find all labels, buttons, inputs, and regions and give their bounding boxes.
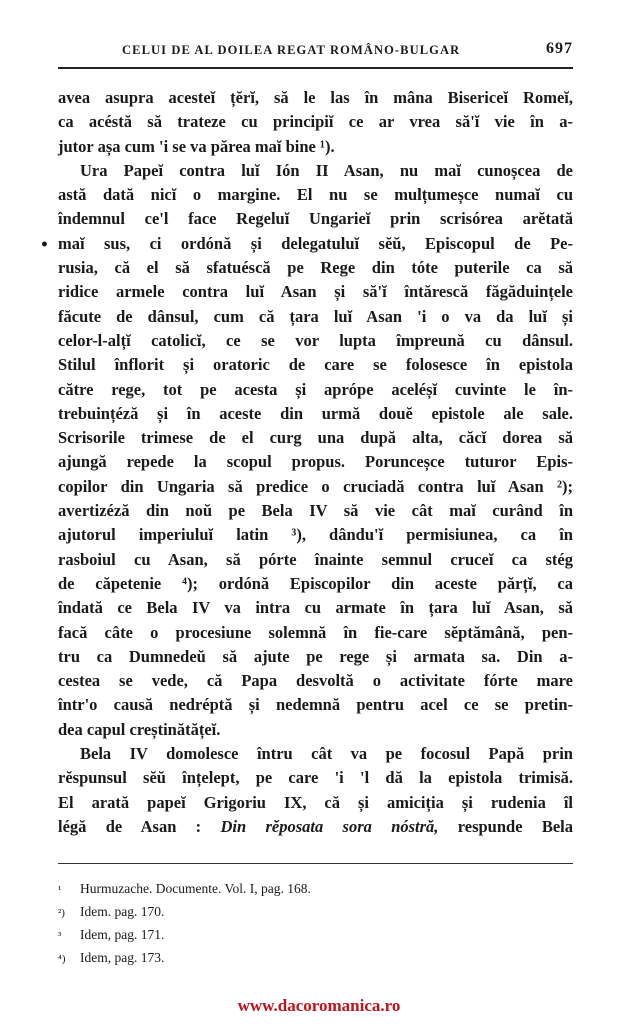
- text-line: către rege, tot pe acesta și aprópe aceléșĭ cuvinte le în-: [58, 379, 573, 399]
- footnote-text: Idem, pag. 171.: [80, 927, 165, 942]
- marginal-mark: •: [40, 237, 49, 253]
- text-line: avertizéză din noŭ pe Bela IV să vie cât maĭ curând în: [58, 501, 573, 521]
- italic-quote: Din rĕposata sora nóstră,: [220, 816, 439, 836]
- text-line: rasboiul cu Asan, să pórte înainte semnul cruceĭ ca stég: [58, 549, 573, 569]
- text-line: rĕspunsul sĕŭ înțelept, pe care 'i 'l dă la epistola trimisă.: [58, 768, 573, 788]
- text-line: dea capul creștinătățeĭ.: [58, 719, 221, 739]
- text-segment: légă de Asan :: [58, 816, 202, 836]
- text-line: astă dată nicĭ o margine. El nu se mulțumeșce numaĭ cu: [58, 185, 573, 205]
- text-line: ridice armele contra luĭ Asan și să'ĭ întărescă făgăduințele: [58, 282, 573, 302]
- body-text: [58, 86, 573, 839]
- page-header: [58, 40, 573, 64]
- text-line: avea asupra acesteĭ țĕrĭ, să le las în mâna Bisericeĭ Romeĭ,: [58, 88, 573, 107]
- text-line: de căpetenie ⁴); ordónă Episcopilor din aceste părțĭ, ca: [58, 573, 573, 593]
- text-line: maĭ sus, ci ordónă și delegatuluĭ sĕŭ, Episcopul de Pe-: [58, 233, 573, 253]
- text-line-mixed: [58, 815, 573, 839]
- footnote-number: ⁴): [58, 953, 66, 965]
- footnote-number: ²): [58, 907, 65, 919]
- footnote-text: Idem. pag. 170.: [80, 904, 165, 919]
- page-number: 697: [546, 40, 573, 57]
- text-line: copilor din Ungaria să predice o cruciadă contra luĭ Asan ²);: [58, 476, 573, 496]
- text-line: tru ca Dumnedeŭ să ajute pe rege și armata sa. Din a-: [58, 646, 573, 666]
- text-line: ajungă repede la scopul propus. Porunceșce tuturor Epis-: [58, 452, 573, 472]
- running-title: CELUI DE AL DOILEA REGAT ROMÂNO-BULGAR: [122, 43, 461, 57]
- footnote: [58, 947, 573, 970]
- footnote-text: Idem, pag. 173.: [80, 950, 165, 965]
- text-line: cestea se vede, că Papa desvoltă o activitate fórte mare: [58, 671, 573, 691]
- footnote: [58, 924, 573, 947]
- footnote: [58, 878, 573, 901]
- text-line: celor-l-alțĭ catolicĭ, ce se vor lupta împreună cu dânsul.: [58, 330, 573, 350]
- text-line: Stilul înflorit și oratoric de care se folosesce în epistola: [58, 355, 573, 375]
- text-line: ajutorul imperiuluĭ latin ³), dându'ĭ permisiunea, ca în: [58, 525, 573, 545]
- text-line: Bela IV domolesce întru cât va pe focosul Papă prin: [80, 744, 573, 764]
- text-line: trebuințéză și în aceste din urmă douĕ epistole ale sale.: [58, 403, 573, 423]
- text-line: îndată ce Bela IV va intra cu armate în țara luĭ Asan, să: [58, 598, 573, 618]
- text-line: Ura Papeĭ contra luĭ Ión II Asan, nu maĭ cunoșcea de: [80, 160, 573, 180]
- text-line: făcute de dânsul, cum că țara luĭ Asan 'i o va da luĭ și: [58, 306, 573, 326]
- text-line: într'o causă nedréptă și nedemnă pentru acel ce se pretin-: [58, 695, 573, 715]
- text-line: rusia, că el să sfatuéscă pe Rege din tóte puterile ca să: [58, 258, 573, 278]
- footnote: [58, 901, 573, 924]
- text-line: facă câte o procesiune solemnă în fie-care sĕptămână, pen-: [58, 622, 573, 642]
- footnote-number: ¹: [58, 884, 62, 896]
- text-line: Scrisorile trimese de el curg una după alta, căcĭ dorea să: [58, 428, 573, 448]
- text-line: ca acéstă să trateze cu principiĭ ce ar vrea să'ĭ vie în a-: [58, 112, 573, 132]
- footnotes: [58, 878, 573, 970]
- header-rule: [58, 67, 573, 69]
- text-line: jutor așa cum 'i se va părea maĭ bine ¹).: [58, 136, 335, 156]
- watermark-url: www.dacoromanica.ro: [237, 996, 401, 1015]
- text-line: El arată papeĭ Grigoriu IX, că și amiciția și rudenia îl: [58, 792, 573, 812]
- text-line: îndemnul ce'l face Regeluĭ Ungarieĭ prin scrisórea arĕtată: [58, 209, 573, 229]
- footnote-number: ³: [58, 930, 62, 942]
- text-segment: respunde Bela: [457, 816, 574, 836]
- footnote-text: Hurmuzache. Documente. Vol. I, pag. 168.: [80, 881, 311, 896]
- footnote-rule: [58, 863, 573, 864]
